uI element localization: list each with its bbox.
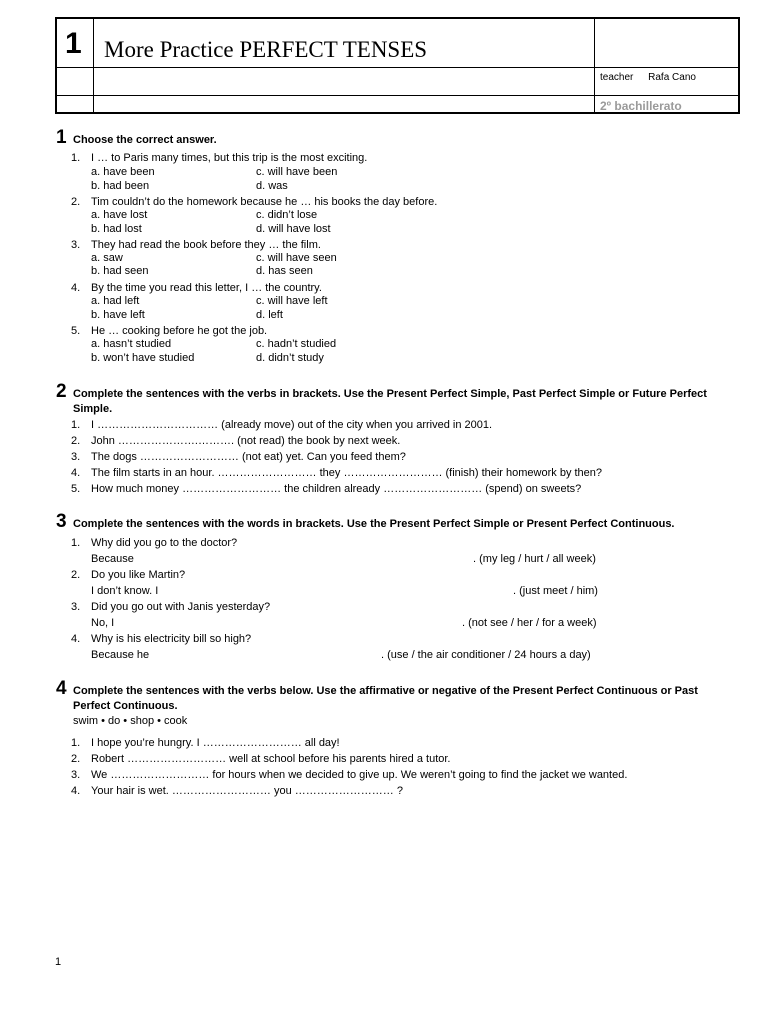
- section-number: 2: [56, 381, 67, 402]
- option-c: c. will have left: [256, 295, 328, 307]
- option-a: a. hasn’t studied: [91, 338, 172, 350]
- option-b: b. have left: [91, 309, 145, 321]
- item-number: 1.: [71, 737, 81, 749]
- question-number: 5.: [71, 325, 81, 337]
- section-instruction: Complete the sentences with the verbs below. Use the affirmative or negative of the Present Perfect Continuous or Past Perfect Continuous.: [73, 685, 698, 712]
- item-question: Did you go out with Janis yesterday?: [91, 601, 271, 613]
- item-question: Why did you go to the doctor?: [91, 537, 238, 549]
- unit-number: 1: [65, 27, 82, 60]
- item-number: 5.: [71, 483, 81, 495]
- option-d: d. has seen: [256, 265, 313, 277]
- item-answer-start: I don’t know. I: [91, 585, 159, 597]
- option-a: a. have been: [91, 166, 155, 178]
- section-number: 4: [56, 678, 67, 699]
- teacher-name: Rafa Cano: [648, 72, 696, 83]
- item-text: Your hair is wet. ……………………… you ……………………… ?: [91, 785, 403, 797]
- item-text: The film starts in an hour. ……………………… they ……………………… (finish) their homework by then?: [91, 467, 603, 479]
- option-c: c. will have seen: [256, 252, 337, 264]
- item-answer-end: . (use / the air conditioner / 24 hours a day): [381, 649, 591, 661]
- item-number: 4.: [71, 785, 81, 797]
- section-number: 1: [56, 127, 67, 148]
- page-title: More Practice PERFECT TENSES: [104, 37, 428, 62]
- page-number: 1: [55, 956, 62, 968]
- question-text: By the time you read this letter, I … the country.: [91, 282, 322, 294]
- item-number: 3.: [71, 601, 81, 613]
- item-question: Why is his electricity bill so high?: [91, 633, 252, 645]
- item-number: 4.: [71, 467, 81, 479]
- question-text: He … cooking before he got the job.: [91, 325, 268, 337]
- item-answer-start: No, I: [91, 617, 115, 629]
- item-number: 2.: [71, 569, 81, 581]
- option-d: d. left: [256, 309, 283, 321]
- item-number: 4.: [71, 633, 81, 645]
- item-text: I hope you’re hungry. I ……………………… all day!: [91, 737, 340, 749]
- item-answer-end: . (not see / her / for a week): [462, 617, 597, 629]
- option-d: d. will have lost: [256, 223, 331, 235]
- item-answer-end: . (my leg / hurt / all week): [473, 553, 596, 565]
- word-bank: swim • do • shop • cook: [73, 715, 188, 727]
- item-number: 2.: [71, 435, 81, 447]
- item-answer-start: Because: [91, 553, 134, 565]
- item-number: 1.: [71, 419, 81, 431]
- option-c: c. didn’t lose: [256, 209, 318, 221]
- option-b: b. had seen: [91, 265, 149, 277]
- item-answer-start: Because he: [91, 649, 150, 661]
- option-c: c. hadn’t studied: [256, 338, 337, 350]
- item-number: 3.: [71, 769, 81, 781]
- section-number: 3: [56, 511, 67, 532]
- header-divider: [594, 19, 595, 112]
- question-number: 4.: [71, 282, 81, 294]
- section-instruction: Choose the correct answer.: [73, 134, 217, 146]
- option-a: a. have lost: [91, 209, 148, 221]
- section-instruction: Complete the sentences with the verbs in brackets. Use the Present Perfect Simple, Past Perfect Simple or Future Perfect Simple.: [73, 388, 707, 415]
- question-text: Tim couldn’t do the homework because he … his books the day before.: [91, 196, 438, 208]
- option-c: c. will have been: [256, 166, 338, 178]
- item-question: Do you like Martin?: [91, 569, 186, 581]
- question-number: 2.: [71, 196, 81, 208]
- question-text: I … to Paris many times, but this trip is the most exciting.: [91, 152, 368, 164]
- question-text: They had read the book before they … the film.: [91, 239, 321, 251]
- item-number: 3.: [71, 451, 81, 463]
- option-b: b. had lost: [91, 223, 142, 235]
- header-divider: [57, 95, 738, 96]
- course-label: 2º bachillerato: [600, 99, 682, 113]
- option-b: b. won’t have studied: [91, 352, 195, 364]
- option-b: b. had been: [91, 180, 150, 192]
- teacher-label: teacher: [600, 72, 634, 83]
- item-text: Robert ……………………… well at school before his parents hired a tutor.: [91, 753, 451, 765]
- header-table: [55, 17, 740, 114]
- option-d: d. was: [256, 180, 288, 192]
- item-text: The dogs ……………………… (not eat) yet. Can you feed them?: [91, 451, 406, 463]
- item-text: I …………………………… (already move) out of the city when you arrived in 2001.: [91, 419, 493, 431]
- item-text: We ……………………… for hours when we decided to give up. We weren’t going to find the jacket we wanted.: [91, 769, 628, 781]
- teacher-info: [600, 72, 696, 83]
- question-number: 3.: [71, 239, 81, 251]
- option-d: d. didn’t study: [256, 352, 324, 364]
- item-number: 2.: [71, 753, 81, 765]
- item-text: How much money ……………………… the children already ……………………… (spend) on sweets?: [91, 483, 582, 495]
- header-divider: [57, 67, 738, 68]
- option-a: a. saw: [91, 252, 123, 264]
- item-text: John ………………….………. (not read) the book by next week.: [91, 435, 401, 447]
- question-number: 1.: [71, 152, 81, 164]
- header-divider: [93, 19, 94, 112]
- item-answer-end: . (just meet / him): [513, 585, 598, 597]
- option-a: a. had left: [91, 295, 140, 307]
- section-instruction: Complete the sentences with the words in brackets. Use the Present Perfect Simple or Present Perfect Continuous.: [73, 518, 675, 530]
- item-number: 1.: [71, 537, 81, 549]
